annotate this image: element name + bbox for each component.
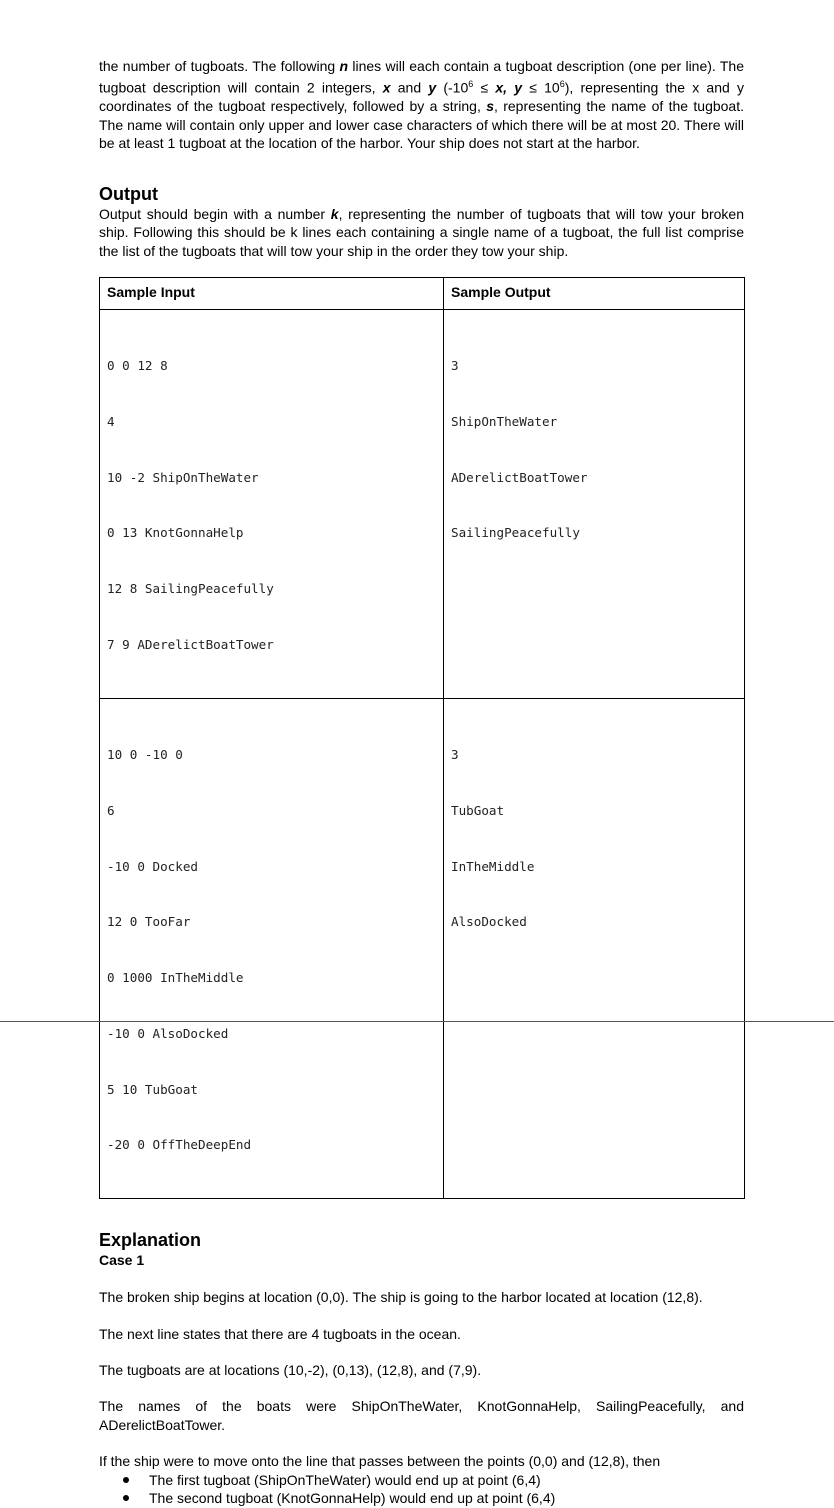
- bullet-list: [99, 1471, 744, 1508]
- sample-output-cell: 3 ShipOnTheWater ADerelictBoatTower SailingPeacefully: [444, 309, 745, 698]
- sample-input-cell: 0 0 12 8 4 10 -2 ShipOnTheWater 0 13 KnotGonnaHelp 12 8 SailingPeacefully 7 9 ADerelictBoatTower: [100, 309, 444, 698]
- output-description-paragraph: Output should begin with a number k, representing the number of tugboats that will tow your broken ship. Following this should be k lines each containing a single name of a tugboat, the full list comprise the list of the tugboats that will tow your ship in the order they tow your ship.: [99, 205, 744, 259]
- page-bottom-divider: [0, 1021, 834, 1022]
- samples-header-row: [100, 277, 745, 309]
- sample-case-row: [100, 698, 745, 1198]
- sample-input-header: Sample Input: [100, 277, 444, 309]
- explanation-paragraph: The broken ship begins at location (0,0). The ship is going to the harbor located at location (12,8).: [99, 1289, 703, 1306]
- document-page: [99, 57, 744, 1508]
- sample-output-header: Sample Output: [444, 277, 745, 309]
- explanation-heading: Explanation: [99, 1230, 202, 1251]
- output-heading: Output: [99, 183, 158, 204]
- explanation-paragraph: The tugboats are at locations (10,-2), (0,13), (12,8), and (7,9).: [99, 1362, 482, 1379]
- bullet-item: The second tugboat (KnotGonnaHelp) would end up at point (6,4): [99, 1489, 744, 1508]
- sample-case-row: [100, 309, 745, 698]
- explanation-paragraph: The next line states that there are 4 tugboats in the ocean.: [99, 1325, 461, 1342]
- sample-output-cell: 3 TubGoat InTheMiddle AlsoDocked: [444, 698, 745, 1198]
- input-description-paragraph: the number of tugboats. The following n lines will each contain a tugboat description (one per line). The tugboat description will contain 2 integers, x and y ($-10^6 \le x$, $y \le 10^6$), representing the x and y coordinates of the tugboat respectively, followed by a string, s, representing the name of the tugboat. The name will contain only upper and lower case characters of which there will be at most 20. There will be at least 1 tugboat at the location of the harbor. Your ship does not start at the harbor.: [99, 58, 745, 152]
- samples-table: [99, 277, 745, 1199]
- explanation-paragraph: If the ship were to move onto the line that passes between the points (0,0) and (12,8), then: [99, 1453, 661, 1470]
- bullet-item: The first tugboat (ShipOnTheWater) would end up at point (6,4): [99, 1471, 744, 1490]
- sample-input-cell: 10 0 -10 0 6 -10 0 Docked 12 0 TooFar 0 1000 InTheMiddle -10 0 AlsoDocked 5 10 TubGoat -20 0 OffTheDeepEnd: [100, 698, 444, 1198]
- case-label: Case 1: [99, 1252, 145, 1269]
- explanation-paragraph: The names of the boats were ShipOnTheWater, KnotGonnaHelp, SailingPeacefully, and ADerelictBoatTower.: [99, 1398, 744, 1433]
